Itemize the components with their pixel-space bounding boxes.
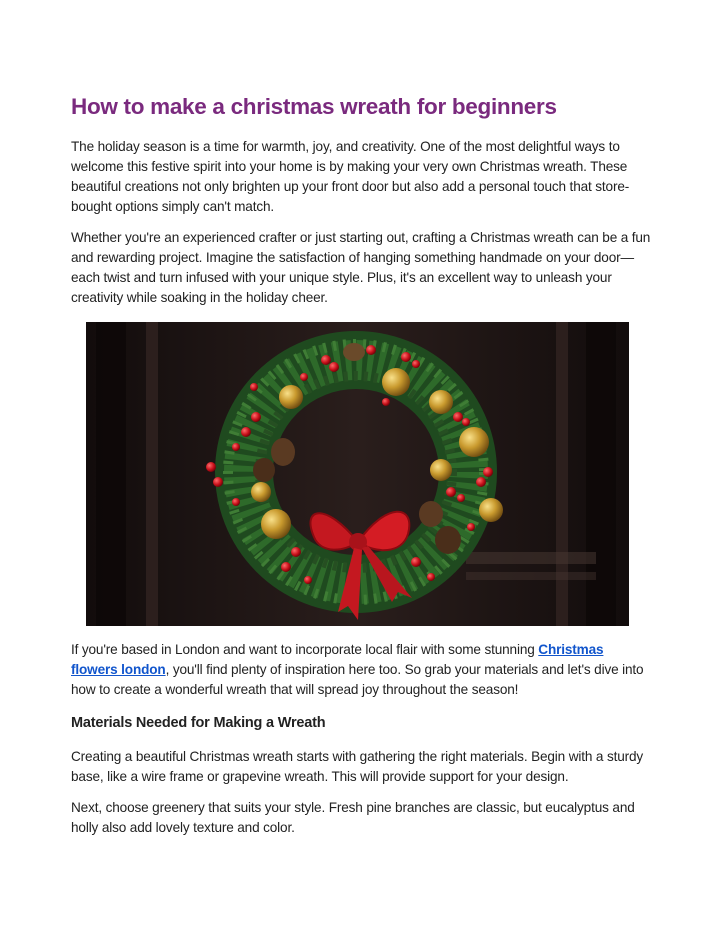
materials-heading: Materials Needed for Making a Wreath — [71, 715, 326, 731]
christmas-flowers-london-link[interactable]: Christmas flowers london — [71, 642, 604, 677]
materials-paragraph-2: Next, choose greenery that suits your style. Fresh pine branches are classic, but eucalyptus and holly also add lovely texture and color. — [71, 800, 635, 835]
intro-paragraph-2: Whether you're an experienced crafter or just starting out, crafting a Christmas wreath can be a fun and rewarding project. Imagine the satisfaction of hanging something handmade on your door—each twist and turn infused with your unique style. Plus, it's an excellent way to unleash your creativity while soaking in the holiday cheer. — [71, 230, 651, 305]
london-text-before: If you're based in London and want to incorporate local flair with some stunning — [71, 642, 539, 657]
london-text-after: , you'll find plenty of inspiration here too. So grab your materials and let's dive into how to create a wonderful wreath that will spread joy throughout the season! — [71, 662, 644, 697]
intro-paragraph-1: The holiday season is a time for warmth, joy, and creativity. One of the most delightful ways to welcome this festive spirit into your home is by making your very own Christmas wreath. These beautiful creations not only brighten up your front door but also add a personal touch that store-bought options simply can't match. — [71, 139, 630, 214]
wreath-image — [86, 322, 629, 626]
page-title: How to make a christmas wreath for beginners — [71, 94, 557, 119]
wreath-illustration — [86, 322, 629, 626]
london-paragraph — [71, 640, 651, 700]
article — [71, 92, 651, 838]
materials-paragraph-1: Creating a beautiful Christmas wreath starts with gathering the right materials. Begin with a sturdy base, like a wire frame or grapevine wreath. This will provide support for your design. — [71, 749, 644, 784]
